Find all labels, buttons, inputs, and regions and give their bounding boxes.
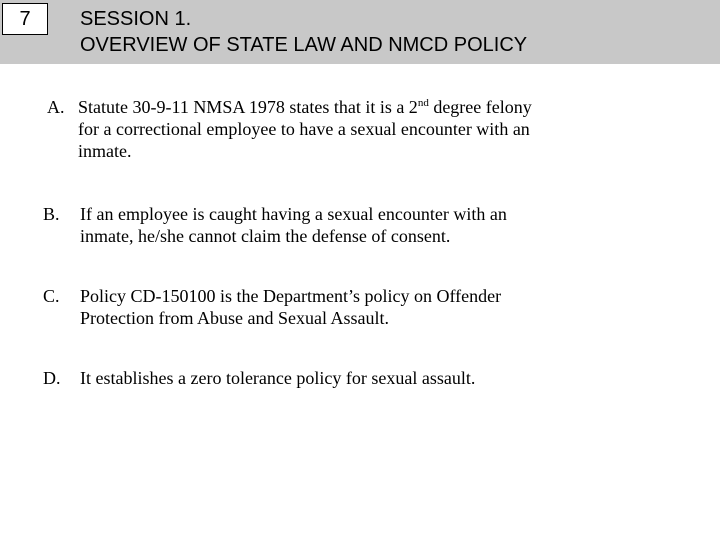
item-line: Protection from Abuse and Sexual Assault. [80,308,389,328]
slide-number: 7 [2,3,48,35]
session-label: SESSION 1. [80,8,192,30]
item-line-text: Statute 30-9-11 NMSA 1978 states that it is a 2 [78,97,418,117]
item-line: inmate, he/she cannot claim the defense of consent. [80,226,451,246]
item-line [78,96,532,118]
item-text [80,285,501,329]
item-letter: D. [43,368,61,388]
page-title: OVERVIEW OF STATE LAW AND NMCD POLICY [80,34,528,56]
item-text [78,96,532,162]
superscript: nd [417,97,429,109]
item-text [80,367,475,389]
item-text [80,203,507,247]
item-line: It establishes a zero tolerance policy for sexual assault. [80,368,476,388]
item-line: If an employee is caught having a sexual encounter with an [80,204,507,224]
item-letter: C. [43,286,60,306]
item-line: inmate. [78,141,132,161]
item-line: Policy CD-150100 is the Department’s policy on Offender [80,286,502,306]
item-line-continuation: degree felony [428,97,532,117]
item-letter: B. [43,204,60,224]
item-letter: A. [47,97,65,117]
item-line: for a correctional employee to have a sexual encounter with an [78,119,530,139]
